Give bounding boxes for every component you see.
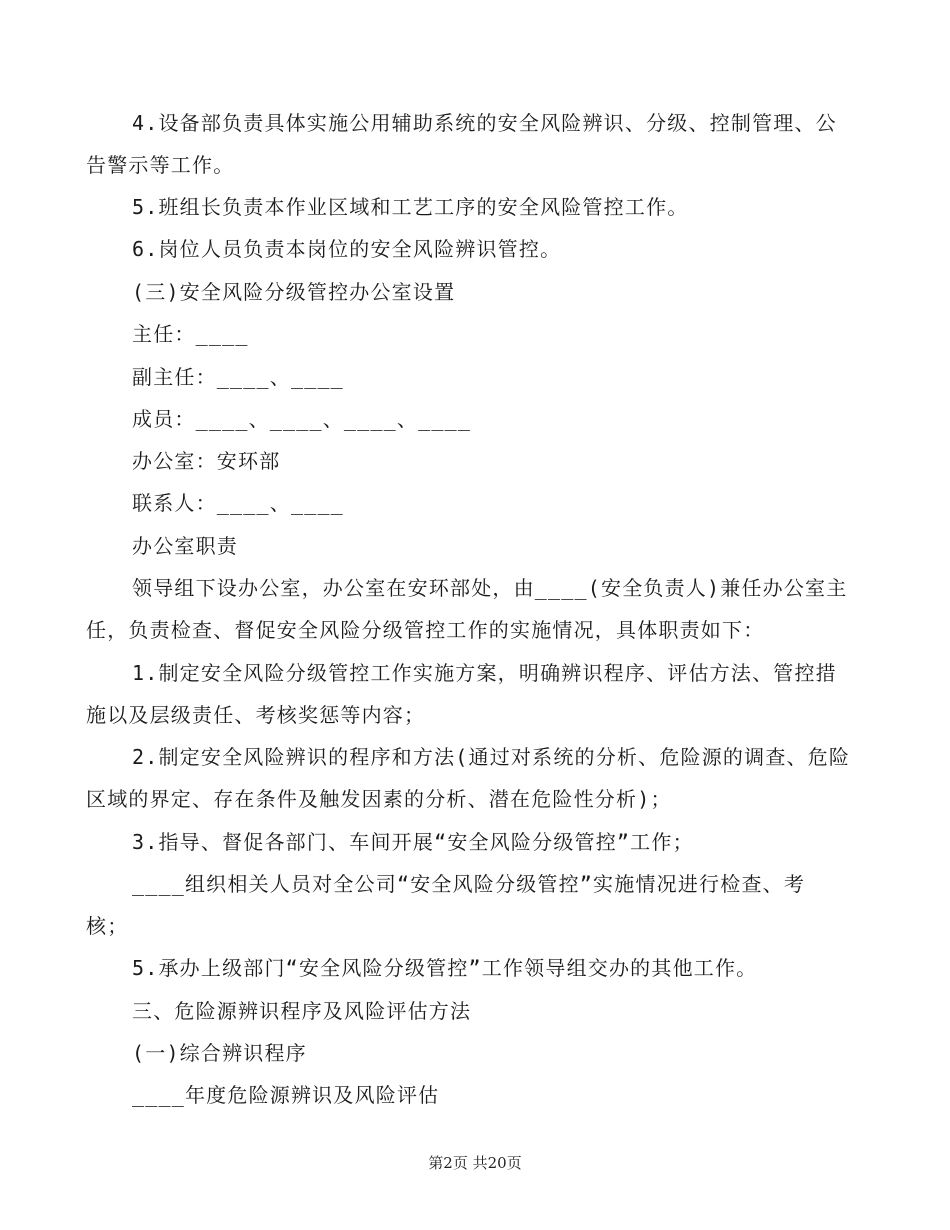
paragraph-line: 办公室职责 [132, 534, 238, 558]
paragraph-line: 联系人：____、____ [132, 491, 344, 515]
paragraph-line: 5.班组长负责本作业区域和工艺工序的安全风险管控工作。 [132, 195, 689, 219]
paragraph-line: 4.设备部负责具体实施公用辅助系统的安全风险辨识、分级、控制管理、公 [132, 111, 837, 135]
section-heading: (三)安全风险分级管控办公室设置 [132, 280, 456, 304]
section-heading: 三、危险源辨识程序及风险评估方法 [132, 999, 472, 1023]
paragraph-line: 核； [86, 914, 129, 938]
paragraph-line: 副主任：____、____ [132, 365, 344, 389]
paragraph-line: 任，负责检查、督促安全风险分级管控工作的实施情况，具体职责如下： [86, 618, 765, 642]
paragraph-line: 1.制定安全风险分级管控工作实施方案，明确辨识程序、评估方法、管控措 [132, 661, 837, 685]
section-heading: (一)综合辨识程序 [132, 1041, 307, 1065]
paragraph-line: 区域的界定、存在条件及触发因素的分析、潜在危险性分析)； [86, 787, 672, 811]
paragraph-line: 2.制定安全风险辨识的程序和方法(通过对系统的分析、危险源的调查、危险 [132, 745, 851, 769]
paragraph-line: 成员：____、____、____、____ [132, 407, 472, 431]
paragraph-line: 办公室：安环部 [132, 449, 281, 473]
paragraph-line: 3.指导、督促各部门、车间开展“安全风险分级管控”工作； [132, 830, 694, 854]
paragraph-line: 施以及层级责任、考核奖惩等内容； [86, 703, 426, 727]
paragraph-line: 告警示等工作。 [86, 153, 235, 177]
paragraph-line: ____年度危险源辨识及风险评估 [132, 1083, 440, 1107]
paragraph-line: 6.岗位人员负责本岗位的安全风险辨识管控。 [132, 237, 562, 261]
paragraph-line: 5.承办上级部门“安全风险分级管控”工作领导组交办的其他工作。 [132, 956, 758, 980]
page-number-footer: 第2页 共20页 [428, 1154, 522, 1172]
paragraph-line: ____组织相关人员对全公司“安全风险分级管控”实施情况进行检查、考 [132, 872, 806, 896]
paragraph-line: 领导组下设办公室，办公室在安环部处，由____(安全负责人)兼任办公室主 [132, 576, 848, 600]
paragraph-line: 主任：____ [132, 322, 249, 346]
